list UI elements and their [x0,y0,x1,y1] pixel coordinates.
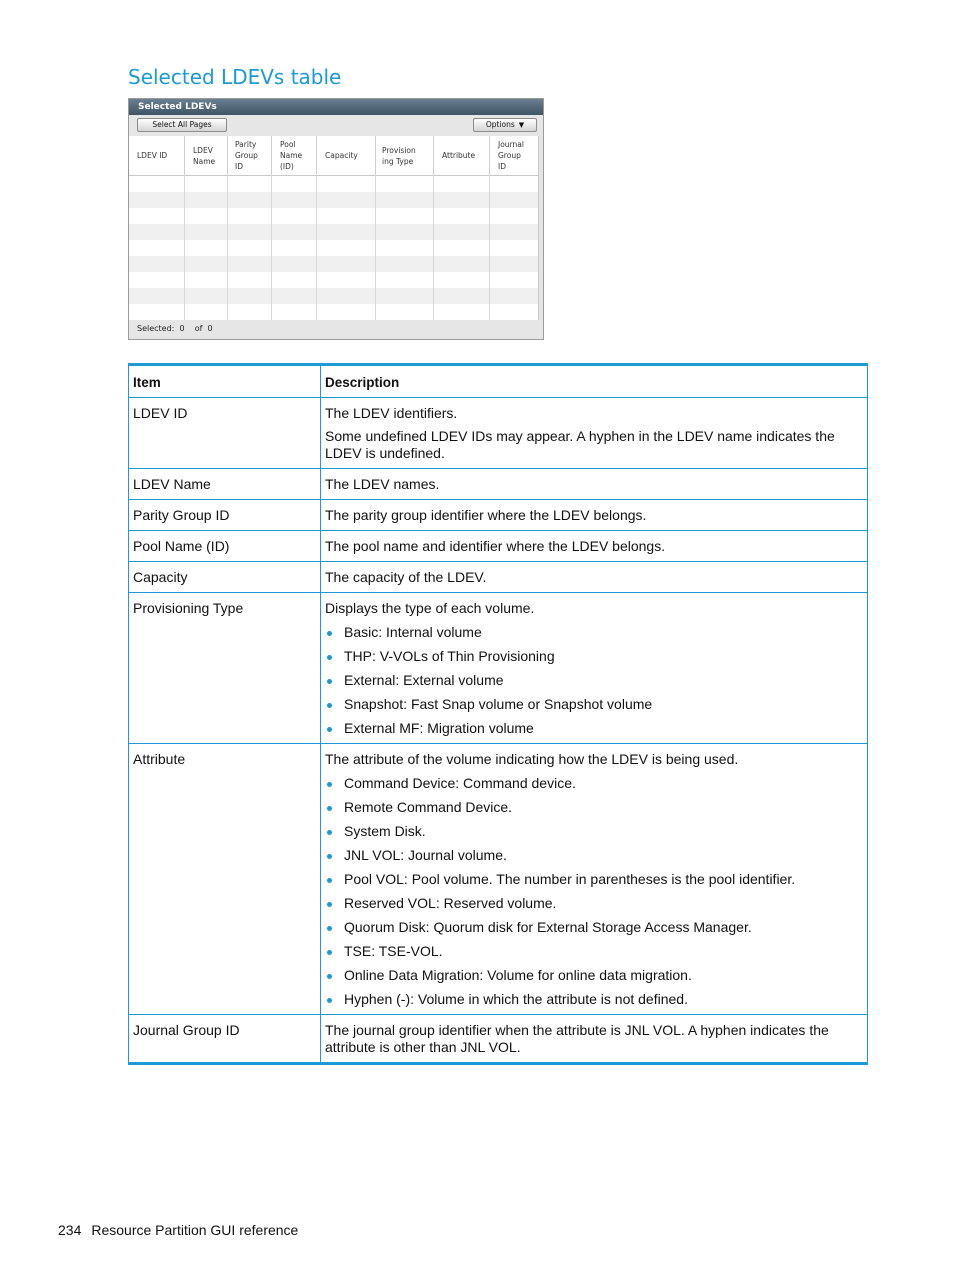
grid-row[interactable] [129,208,539,224]
list-item-text: Basic: Internal volume [344,624,482,640]
panel-title: Selected LDEVs [129,99,543,115]
list-item-text: External MF: Migration volume [344,720,534,736]
col-ldev-name[interactable]: LDEV Name [185,136,228,175]
bullet-icon [327,679,332,684]
column-divider [433,175,434,320]
grid-scrollbar[interactable] [538,136,543,320]
col-attribute[interactable]: Attribute [434,136,490,175]
table-header-row [129,365,868,398]
column-divider [184,175,185,320]
description-text: The capacity of the LDEV. [325,569,487,585]
table-row [129,562,868,593]
options-label: Options [485,120,515,129]
list-item-text: THP: V-VOLs of Thin Provisioning [344,648,555,664]
list-item [325,919,863,936]
table-row [129,1015,868,1064]
bullet-icon [327,782,332,787]
description-cell [321,469,868,500]
bullet-icon [327,974,332,979]
list-item-text: Reserved VOL: Reserved volume. [344,895,557,911]
item-cell: Capacity [129,562,321,593]
col-ldev-id[interactable]: LDEV ID [129,136,185,175]
list-item [325,847,863,864]
column-divider [489,175,490,320]
column-divider [271,175,272,320]
description-text: The LDEV names. [325,476,440,492]
description-cell [321,398,868,469]
bullet-icon [327,806,332,811]
chevron-down-icon: ▼ [518,121,525,129]
description-text: The attribute of the volume indicating how the LDEV is being used. [325,751,739,767]
selection-status: Selected: 0 of 0 [137,324,213,333]
list-item [325,991,863,1008]
list-item-text: JNL VOL: Journal volume. [344,847,507,863]
col-parity-group-id[interactable]: Parity Group ID [228,136,272,175]
section-title: Selected LDEVs table [128,65,342,90]
list-item-text: Hyphen (-): Volume in which the attribute is not defined. [344,991,688,1007]
list-item-text: Snapshot: Fast Snap volume or Snapshot volume [344,696,653,712]
bullet-icon [327,878,332,883]
description-text: The pool name and identifier where the LDEV belongs. [325,538,666,554]
list-item-text: Pool VOL: Pool volume. The number in parentheses is the pool identifier. [344,871,796,887]
grid-row[interactable] [129,288,539,304]
item-cell: Provisioning Type [129,593,321,744]
list-item-text: External: External volume [344,672,504,688]
grid-row[interactable] [129,240,539,256]
item-cell: Journal Group ID [129,1015,321,1064]
list-item [325,672,863,689]
description-text: The journal group identifier when the attribute is JNL VOL. A hyphen indicates the attribute is other than JNL VOL. [325,1022,829,1055]
bullet-icon [327,926,332,931]
list-item [325,943,863,960]
list-item [325,775,863,792]
selected-ldevs-panel [128,98,544,340]
bullet-icon [327,830,332,835]
description-cell [321,744,868,1015]
grid-row[interactable] [129,272,539,288]
list-item-text: Quorum Disk: Quorum disk for External Storage Access Manager. [344,919,752,935]
list-item [325,871,863,888]
description-text: The parity group identifier where the LDEV belongs. [325,507,647,523]
list-item [325,967,863,984]
select-all-pages-button[interactable]: Select All Pages [137,118,227,132]
header-description: Description [321,365,868,398]
bullet-list [325,775,863,1008]
bullet-icon [327,854,332,859]
list-item [325,624,863,641]
description-text: Displays the type of each volume. [325,600,535,616]
col-provisioning-type[interactable]: Provision ing Type [376,136,434,175]
item-description-table [128,363,868,1065]
table-row [129,531,868,562]
description-cell [321,593,868,744]
item-cell: LDEV ID [129,398,321,469]
table-row [129,744,868,1015]
list-item [325,648,863,665]
column-divider [227,175,228,320]
list-item [325,799,863,816]
list-item-text: TSE: TSE-VOL. [344,943,443,959]
table-row [129,593,868,744]
bullet-list [325,624,863,737]
description-text: The LDEV identifiers. [325,405,458,421]
grid-row[interactable] [129,256,539,272]
list-item [325,823,863,840]
bullet-icon [327,703,332,708]
page-footer [58,1222,298,1238]
list-item-text: Command Device: Command device. [344,775,576,791]
ldev-grid [129,136,543,320]
col-capacity[interactable]: Capacity [317,136,376,175]
column-divider [316,175,317,320]
options-button[interactable] [473,118,537,132]
table-body [129,398,868,1064]
list-item-text: Online Data Migration: Volume for online data migration. [344,967,692,983]
grid-row[interactable] [129,192,539,208]
grid-row[interactable] [129,224,539,240]
description-cell [321,562,868,593]
description-cell [321,531,868,562]
description-text: Some undefined LDEV IDs may appear. A hyphen in the LDEV name indicates the LDEV is undefined. [325,428,835,461]
list-item-text: System Disk. [344,823,426,839]
list-item [325,720,863,737]
bullet-icon [327,655,332,660]
list-item-text: Remote Command Device. [344,799,513,815]
bullet-icon [327,727,332,732]
col-pool-name[interactable]: Pool Name (ID) [272,136,317,175]
bullet-icon [327,902,332,907]
description-cell [321,500,868,531]
item-cell: LDEV Name [129,469,321,500]
panel-toolbar [129,115,543,135]
item-cell: Attribute [129,744,321,1015]
header-item: Item [129,365,321,398]
list-item [325,696,863,713]
table-row [129,398,868,469]
bullet-icon [327,631,332,636]
grid-row[interactable] [129,176,539,192]
footer-section-title: Resource Partition GUI reference [91,1222,299,1238]
table-row [129,469,868,500]
bullet-icon [327,998,332,1003]
list-item [325,895,863,912]
item-cell: Parity Group ID [129,500,321,531]
grid-header [129,136,539,176]
bullet-icon [327,950,332,955]
grid-row[interactable] [129,304,539,320]
description-cell [321,1015,868,1064]
table-row [129,500,868,531]
col-journal-group-id[interactable]: Journal Group ID [490,136,540,175]
column-divider [375,175,376,320]
page-number: 234 [58,1222,82,1238]
item-cell: Pool Name (ID) [129,531,321,562]
